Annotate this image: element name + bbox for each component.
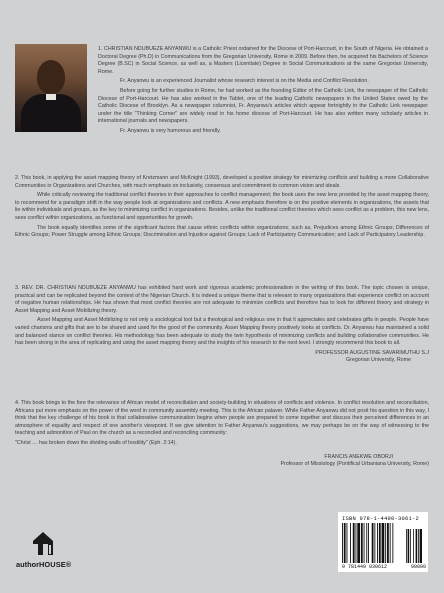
author-bio: [98, 46, 428, 138]
barcode-stripe: [413, 529, 414, 563]
barcode-stripe: [408, 529, 410, 563]
blurb-2-paragraph-2: While critically reviewing the traditional conflict theories in their approaches to conflict management; the book uses the new lens provided by the asset mapping theory, to recommend for a paradigm shift in the way people look at organizations and conflicts. A new emphasis therefore is on the positive elements in organizations, the assets that lie within individuals and groups, as the key to minimizing conflict in organizations. Besides, unlike the traditional conflict theories which sees conflict as a problem, this new lens, sees conflict within organizations, as functional and opportunities for growth.: [15, 192, 429, 221]
barcode-stripe: [392, 523, 393, 563]
barcode-stripe: [372, 523, 374, 563]
blurb-3-paragraph-2: Asset Mapping and Asset Mobilizing is not only a sociological tool but a theological and religious one in that it appreciates and celebrates gifts in people. People have varied charisms and gifts that are to be shared and used for the good of the community. Asset Mapping theory positively looks at conflicts. Dr. Anyanwu has maintained a solid and balanced stance on conflict theories. His methodology has been adequate to study the twin hypothesis of minimizing conflicts and building collaborative communities. He has been strong in the area of replicating and using the asset mapping theory and the insights of his research to the next level. I strongly recommend this book to all.: [15, 317, 429, 347]
blurb-4-signature-name: FRANCIS ANEKWE OBORJI: [324, 453, 393, 460]
barcode-stripe: [364, 523, 365, 563]
barcode-stripe: [356, 523, 357, 563]
barcode-stripe: [390, 523, 391, 563]
barcode-stripe: [410, 529, 411, 563]
barcode-bars: [342, 523, 424, 563]
barcode-label: [338, 512, 428, 572]
barcode-stripe: [342, 523, 343, 563]
barcode-stripe: [374, 523, 375, 563]
barcode-stripe: [347, 523, 348, 563]
barcode-stripe: [379, 523, 381, 563]
barcode-stripe: [350, 523, 351, 563]
publisher-name-part-1: author: [16, 560, 39, 569]
blurb-2-paragraph-3: The book equally identifies some of the significant factors that cause ethnic conflicts within organizations; such as, Prejudices among Ethnic Groups; Differences of Ethnic Groups; Power Struggle among Ethnic Groups; Discrimination and Injustice against Groups; Lack of Participatory Communication; and Lack of Participatory Leadership.: [15, 224, 429, 239]
blurb-3: [15, 285, 429, 365]
barcode-stripe: [344, 523, 346, 563]
barcode-stripe: [353, 523, 355, 563]
barcode-stripe: [420, 529, 422, 563]
bio-paragraph-1: 1. CHRISTIAN NDUBUEZE ANYANWU is a Catholic Priest ordained for the Diocese of Port-Harcourt, in the South of Nigeria. He obtained a Doctoral Degree (Ph.D) in Communications from the Gregorian University, Rome in 2009. Before then, he acquired his Bachelors of Science Degree (B.SC) in Social Science, as well as, a Masters (Licentiate) Degree in Social Communications at the same Gregorian University, Rome.: [98, 46, 428, 75]
blurb-2-paragraph-1: 2. This book, in applying the asset mapping theory of Kretzmann and McKnight (1993), developed a positive strategy for minimizing conflicts and building a more Collaborative Communities in Organizations and Churches, with much emphasis on inclusivity, consensus and commitment to common vision and ideals.: [15, 175, 429, 189]
author-photo: [15, 44, 87, 132]
price-code: 90000: [410, 564, 426, 570]
bio-paragraph-3: Before going for further studies in Rome, he had worked as the founding Editor of the Catholic Link, the newspaper of the Catholic Diocese of Port-Harcourt. He has also worked in the Tablet, one of the leading Catholic newspapers in the United States owed by the Catholic Diocese of Brooklyn. As a newspaper columnist, Fr. Anyanwu's articles which appear fortnightly in the Catholic Link newspaper under the title "Thinking Corner" are widely read in his home diocese of Port-Harcourt. He has also written many scholarly articles in international journals and newspapers.: [98, 87, 428, 125]
barcode-stripe: [418, 529, 419, 563]
barcode-stripe: [368, 523, 369, 563]
barcode-stripe: [385, 523, 386, 563]
barcode-digits-text: 9 781449 030612: [342, 564, 388, 570]
blurb-4: [15, 400, 429, 468]
barcode-stripe: [377, 523, 378, 563]
publisher-logo: [14, 530, 74, 580]
blurb-3-signature-name: PROFESSOR AUGUSTINE SAVARIMUTHU S.J: [315, 349, 429, 356]
registered-mark: ®: [65, 560, 72, 569]
blurb-4-signature: [15, 454, 429, 469]
blurb-2: [15, 175, 429, 242]
barcode-stripe: [387, 523, 389, 563]
isbn-number: ISBN 978-1-4490-3061-2: [342, 515, 420, 522]
publisher-name-part-2: HOUSE: [39, 560, 66, 569]
blurb-3-signature-title: Gregorian University, Rome: [346, 357, 411, 364]
blurb-4-paragraph-1: 4. This book brings to the fore the relevance of African model of reconciliation and society-building in situations of conflicts and violence. In conflict resolution and reconciliation, Africans put more emphasis on the power of the word in community assembly meeting. This is the African palaver. While Father Anyanwu did not posit his question in this way, I think that the key challenge of his book is that collaborative communication begins when people are prepared to come together and discuss their perceived differences in an atmosphere of equality and respect of one another's viewpoint. If we give attention to Father Anyanwu's suggestions, we may perhaps be on the way of witnessing to the teaching and admonition of Paul on the church as a reconciled and reconciling community:: [15, 400, 429, 437]
publisher-name: [16, 560, 71, 569]
blurb-4-quote: "Christ … has broken down the dividing walls of hostility" (Eph. 2:14).: [15, 439, 177, 446]
blurb-4-signature-title: Professor of Missiology (Pontifical Urbaniana University, Rome): [280, 460, 429, 467]
barcode-digits: [342, 564, 426, 570]
barcode-stripe: [416, 529, 418, 563]
blurb-3-paragraph-1: 3. REV. DR. CHRISTIAN NDUBUEZE ANYANWU has exhibited hard work and rigorous academic professionalism in the writing of this book. The topic chosen is unique, practical and can be replicated beyond the context of the Nigerian Church. It is indeed a unique theme that is relevant to many organizations that experience conflict on account of negative human relationships. He has shown that most conflict theories are not adequate to minimize conflicts and therefore has to look for different theory and strategy in Asset Mapping and Asset Mobilizing theory.: [15, 285, 429, 314]
barcode-stripe: [357, 523, 360, 563]
blurb-3-signature: [15, 350, 429, 365]
bio-paragraph-4: Fr. Anyanwu is very humorous and friendly.: [120, 127, 221, 134]
author-photo-collar: [46, 94, 56, 100]
barcode-stripe: [361, 523, 363, 563]
authorhouse-mark-icon: [32, 530, 54, 556]
barcode-stripe: [406, 529, 407, 563]
barcode-stripe: [382, 523, 385, 563]
isbn-text: [342, 515, 426, 522]
barcode-stripe: [366, 523, 367, 563]
bio-paragraph-2: Fr. Anyanwu is an experienced Journalist whose research interest is on the Media and Conflict Resolution.: [120, 78, 369, 85]
author-photo-head: [37, 60, 65, 94]
